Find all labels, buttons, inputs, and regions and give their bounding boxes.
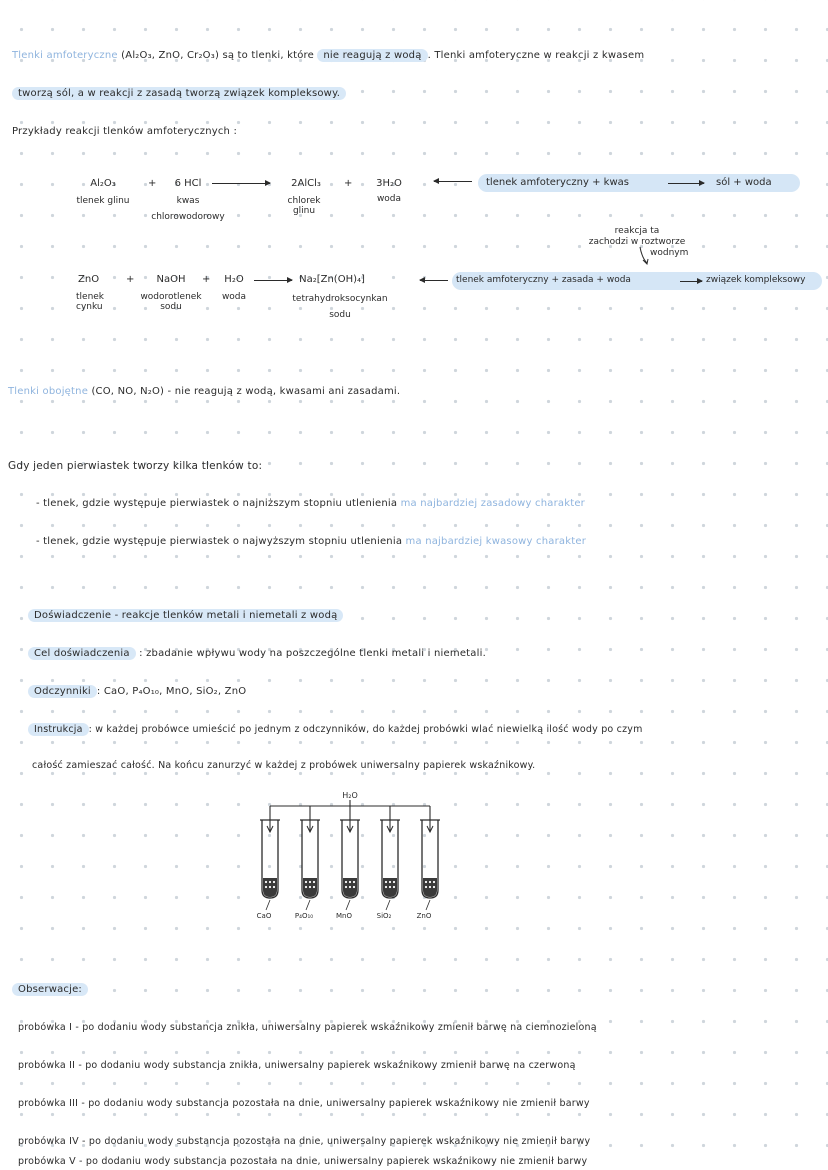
r2-summary: tlenek amfoteryczny + zasada + woda bbox=[456, 275, 631, 285]
experiment-aim-text: : zbadanie wpływu wody na poszczególne tlenki metali i niemetali. bbox=[139, 648, 486, 659]
experiment-aim-label: Cel doświadczenia bbox=[28, 647, 136, 660]
r2-reactant3-name: woda bbox=[221, 292, 247, 302]
amphoteric-formulas: (Al₂O₃, ZnO, Cr₂O₃) bbox=[121, 50, 220, 61]
experiment-instruction-line2: całość zamieszać całość. Na końcu zanurzyć w każdej z probówek uniwersalny papierek wskaźnikowy. bbox=[32, 760, 536, 771]
test-tube-label: SiO₂ bbox=[376, 912, 392, 920]
r1-product1: 2AlCl₃ bbox=[291, 178, 321, 189]
experiment-instruction-label: Instrukcja bbox=[28, 723, 89, 736]
r1-summary-arrow bbox=[434, 181, 472, 182]
r1-plus2: + bbox=[344, 178, 353, 189]
test-tube bbox=[295, 806, 320, 920]
r2-summary-arrow bbox=[420, 280, 448, 281]
reaction-note-line2: zachodzi w roztworze bbox=[588, 237, 686, 247]
reaction-note-line1: reakcja ta bbox=[614, 226, 660, 236]
r2-reactant3: H₂O bbox=[224, 274, 244, 285]
r1-reactant2: 6 HCl bbox=[174, 178, 202, 189]
r2-reactant1: ZnO bbox=[78, 274, 100, 285]
test-tube-label: ZnO bbox=[416, 912, 432, 920]
r1-summary-result: sól + woda bbox=[716, 177, 772, 188]
r1-product2: 3H₂O bbox=[376, 178, 402, 189]
r1-summary-result-arrow bbox=[668, 183, 704, 184]
r2-product-name2: sodu bbox=[329, 310, 351, 320]
test-tube-label: CaO bbox=[256, 912, 272, 920]
experiment-instruction-text1: : w każdej probówce umieścić po jednym z odczynników, do każdej probówki wlać niewielką ilość wody po czym bbox=[88, 724, 643, 735]
reaction-note-line3: wodnym bbox=[650, 248, 689, 258]
r1-plus1: + bbox=[148, 178, 157, 189]
amphoteric-text-b: . Tlenki amfoteryczne w reakcji z kwasem bbox=[427, 50, 645, 61]
r2-plus1: + bbox=[126, 274, 135, 285]
test-tube-label: P₄O₁₀ bbox=[294, 912, 314, 920]
test-tube bbox=[417, 806, 440, 920]
observation-4: probówka IV - po dodaniu wody substancja pozostała na dnie, uniwersalny papierek wskaźnikowy nie zmienił barwy bbox=[18, 1136, 591, 1147]
observation-2: probówka II - po dodaniu wody substancja znikła, uniwersalny papierek wskaźnikowy zmienił barwę na czerwoną bbox=[18, 1060, 576, 1071]
r1-reactant2-name1: kwas bbox=[176, 196, 200, 206]
experiment-instruction-line1 bbox=[28, 724, 643, 735]
r2-product-name1: tetrahydroksocynkan bbox=[292, 294, 388, 304]
r2-summary-result: związek kompleksowy bbox=[706, 275, 806, 285]
r1-product1-name: chlorek glinu bbox=[287, 196, 321, 216]
r2-product: Na₂[Zn(OH)₄] bbox=[299, 274, 365, 285]
experiment-title-line bbox=[28, 610, 343, 621]
examples-heading: Przykłady reakcji tlenków amfoterycznych : bbox=[12, 126, 238, 137]
observation-1: probówka I - po dodaniu wody substancja znikła, uniwersalny papierek wskaźnikowy zmienił barwę na ciemnozieloną bbox=[18, 1022, 597, 1033]
amphoteric-line2: tworzą sól, a w reakcji z zasadą tworzą związek kompleksowy. bbox=[12, 87, 346, 100]
multi-oxide-item2 bbox=[36, 536, 586, 547]
r1-reactant1-name: tlenek glinu bbox=[76, 196, 130, 206]
neutral-term: Tlenki obojętne bbox=[8, 386, 89, 397]
multi-item1-text: - tlenek, gdzie występuje pierwiastek o najniższym stopniu utlenienia bbox=[36, 498, 398, 509]
amphoteric-text-a: są to tlenki, które bbox=[222, 50, 314, 61]
multi-oxide-item1 bbox=[36, 498, 585, 509]
r2-plus2: + bbox=[202, 274, 211, 285]
test-tube bbox=[257, 806, 280, 920]
test-tube bbox=[336, 806, 360, 920]
test-tube bbox=[377, 806, 400, 920]
r1-reactant2-name2: chlorowodorowy bbox=[151, 212, 225, 222]
r2-reactant2-name: wodorotlenek sodu bbox=[140, 292, 202, 312]
experiment-reagents-text: : CaO, P₄O₁₀, MnO, SiO₂, ZnO bbox=[96, 686, 247, 697]
observation-3: probówka III - po dodaniu wody substancja pozostała na dnie, uniwersalny papierek wskaźnikowy nie zmienił barwy bbox=[18, 1098, 590, 1109]
experiment-aim-line bbox=[28, 648, 486, 659]
amphoteric-highlight: nie reagują z wodą bbox=[317, 49, 427, 62]
r2-reactant2: NaOH bbox=[156, 274, 186, 285]
r1-product2-name: woda bbox=[376, 194, 402, 204]
r2-arrow bbox=[254, 280, 292, 281]
experiment-title: Doświadczenie - reakcje tlenków metali i niemetali z wodą bbox=[28, 609, 343, 622]
multi-oxide-intro: Gdy jeden pierwiastek tworzy kilka tlenków to: bbox=[8, 460, 263, 472]
r1-reactant1: Al₂O₃ bbox=[90, 178, 116, 189]
neutral-oxides-line bbox=[8, 386, 400, 397]
r1-summary: tlenek amfoteryczny + kwas bbox=[486, 177, 629, 188]
r1-arrow bbox=[212, 183, 270, 184]
observations-label-line bbox=[12, 984, 88, 995]
multi-item2-highlight: ma najbardziej kwasowy charakter bbox=[405, 536, 587, 547]
test-tube-label: MnO bbox=[336, 912, 352, 920]
amphoteric-term: Tlenki amfoteryczne bbox=[12, 50, 118, 61]
observation-5: probówka V - po dodaniu wody substancja pozostała na dnie, uniwersalny papierek wskaźnikowy nie zmienił barwy bbox=[18, 1156, 588, 1167]
observations-label: Obserwacje: bbox=[12, 983, 88, 996]
multi-item1-highlight: ma najbardziej zasadowy charakter bbox=[400, 498, 585, 509]
multi-item2-text: - tlenek, gdzie występuje pierwiastek o najwyższym stopniu utlenienia bbox=[36, 536, 403, 547]
r2-reactant1-name: tlenek cynku bbox=[76, 292, 105, 312]
test-tubes-diagram bbox=[240, 786, 460, 926]
neutral-rest: (CO, NO, N₂O) - nie reagują z wodą, kwasami ani zasadami. bbox=[91, 386, 401, 397]
water-label: H₂O bbox=[342, 791, 358, 800]
amphoteric-definition-line2 bbox=[12, 88, 346, 99]
reaction-note-pointer-icon bbox=[638, 246, 652, 266]
experiment-reagents-label: Odczynniki bbox=[28, 685, 97, 698]
experiment-reagents-line bbox=[28, 686, 246, 697]
amphoteric-definition-line1 bbox=[12, 50, 644, 61]
r2-summary-result-arrow bbox=[680, 281, 702, 282]
